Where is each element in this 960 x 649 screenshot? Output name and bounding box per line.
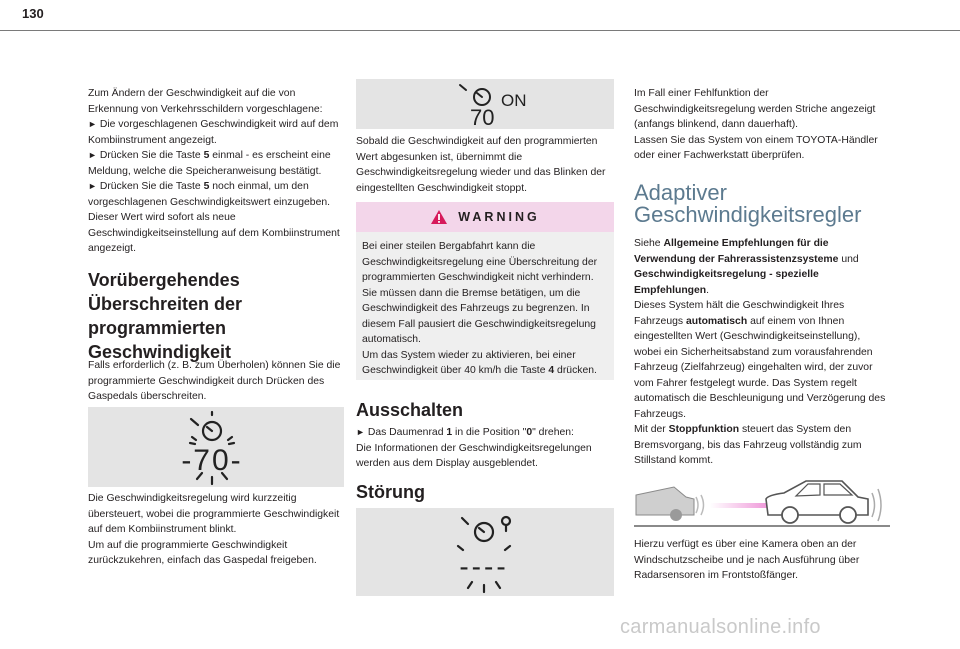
warning-header — [356, 202, 614, 232]
arrow-icon: ► — [88, 119, 97, 129]
on-label: ON — [501, 91, 527, 110]
flashing-speed-figure: -70- — [181, 444, 243, 477]
camera-radar-text: Hierzu verfügt es über eine Kamera oben an der Windschutzscheibe und je nach Ausführung über Radarsensoren im Frontstoßfänger. — [634, 539, 860, 581]
arrow-icon: ► — [88, 150, 97, 160]
arrow-icon: ► — [356, 427, 365, 437]
step-3: ► Drücken Sie die Taste 5 noch einmal, um den vorgeschlagenen Geschwindigkeitswert einzugeben. — [88, 181, 331, 208]
return-text: Um auf die programmierte Geschwindigkeit zurückzukehren, einfach das Gaspedal freigeben. — [88, 539, 317, 566]
fault-dashes: ---- — [459, 551, 509, 582]
override-text: Die Geschwindigkeitsregelung wird kurzzeitig übersteuert, wobei die programmierte Geschwindigkeit auf dem Kombiinstrument blinkt. — [88, 493, 340, 535]
overspeed-text: Falls erforderlich (z. B. zum Überholen) können Sie die programmierte Geschwindigkeit durch Drücken des Gaspedals überschreiten. — [88, 360, 341, 402]
section-heading-adaptive: Adaptiver Geschwindigkeitsregler — [634, 180, 862, 227]
figure-overspeed-display — [88, 407, 344, 487]
target-car-icon — [766, 481, 881, 523]
section-heading-fault: Störung — [356, 482, 425, 502]
step-2: ► Drücken Sie die Taste 5 einmal - es erscheint eine Meldung, welche die Speicheranweisung bestätigt. — [88, 150, 331, 177]
section-heading-off: Ausschalten — [356, 400, 464, 420]
warning-title: WARNING — [458, 210, 540, 224]
off-step: ► Das Daumenrad 1 in die Position "0" drehen: — [356, 427, 574, 438]
intro-text: Zum Ändern der Geschwindigkeit auf die von Erkennung von Verkehrsschildern vorgeschlagene: — [88, 88, 323, 115]
warning-triangle-icon — [430, 209, 448, 225]
stop-function-text: Mit der Stoppfunktion steuert das System den Bremsvorgang, bis das Fahrzeug vollständig zum Stillstand kommt. — [634, 424, 862, 466]
arrow-icon: ► — [88, 181, 97, 191]
step-1: ► Die vorgeschlagenen Geschwindigkeit wird auf dem Kombiinstrument angezeigt. — [88, 119, 339, 146]
off-text: Die Informationen der Geschwindigkeitsregelungen werden aus dem Display ausgeblendet. — [356, 442, 592, 469]
pedal-arrow-icon — [460, 85, 466, 90]
warning-text-3: Um das System wieder zu aktivieren, bei einer Geschwindigkeit über 40 km/h die Taste 4 drücken. — [362, 349, 597, 376]
figure-adaptive-cruise — [634, 475, 890, 527]
page-number: 130 — [22, 6, 44, 21]
resume-text: Sobald die Geschwindigkeit auf den programmierten Wert abgesunken ist, übernimmt die Geschwindigkeitsregelung wieder und das Blinken der eingestellten Geschwindigkeit stoppt. — [356, 136, 606, 194]
speed-figure: 70 — [470, 105, 495, 129]
figure-on-display — [356, 79, 614, 129]
dealer-text: Lassen Sie das System von einem TOYOTA-Händler oder einer Fachwerkstatt überprüfen. — [634, 134, 878, 161]
section-heading-overspeed: Vorübergehendes Überschreiten der programmierten Geschwindigkeit — [88, 270, 243, 362]
pedal-arrow-icon — [462, 518, 468, 524]
warning-box — [356, 202, 614, 380]
figure-fault-display — [356, 508, 614, 596]
pedal-arrow-icon — [191, 419, 198, 425]
system-description: Dieses System hält die Geschwindigkeit Ihres Fahrzeugs automatisch auf einem von Ihnen eingestellten Wert (Geschwindigkeitseinstellung), wobei ein Sicherheitsabstand zum vorausfahrenden Fahrzeug (Zielfahrzeug) eingehalten wird, der zuvor vom Fahrer festgelegt wurde. Das System regelt automatisch die Beschleunigung und Verzögerung des Fahrzeugs. — [634, 300, 886, 420]
header-rule — [0, 30, 960, 31]
fault-indicator-icon — [502, 517, 510, 525]
watermark-logo: carmanualsonline.info — [620, 616, 821, 638]
see-reference: Siehe Allgemeine Empfehlungen für die Verwendung der Fahrerassistenzsysteme und Geschwindigkeitsregelung - spezielle Empfehlungen. — [634, 238, 859, 296]
warning-text-2: Sie müssen dann die Bremse betätigen, um die Geschwindigkeit des Fahrzeugs zu begrenzen. In diesem Fall pausiert die Geschwindigkeitsregelung automatisch. — [362, 287, 596, 345]
fault-text: Im Fall einer Fehlfunktion der Geschwindigkeitsregelung werden Striche angezeigt (anfangs blinkend, dann dauerhaft). — [634, 88, 876, 130]
own-car-icon — [636, 487, 704, 521]
warning-text-1: Bei einer steilen Bergabfahrt kann die Geschwindigkeitsregelung eine Überschreitung der programmierten Geschwindigkeit nicht verhindern. — [362, 241, 598, 283]
after-steps-text: Dieser Wert wird sofort als neue Geschwindigkeitseinstellung auf dem Kombiinstrument angezeigt. — [88, 212, 340, 254]
